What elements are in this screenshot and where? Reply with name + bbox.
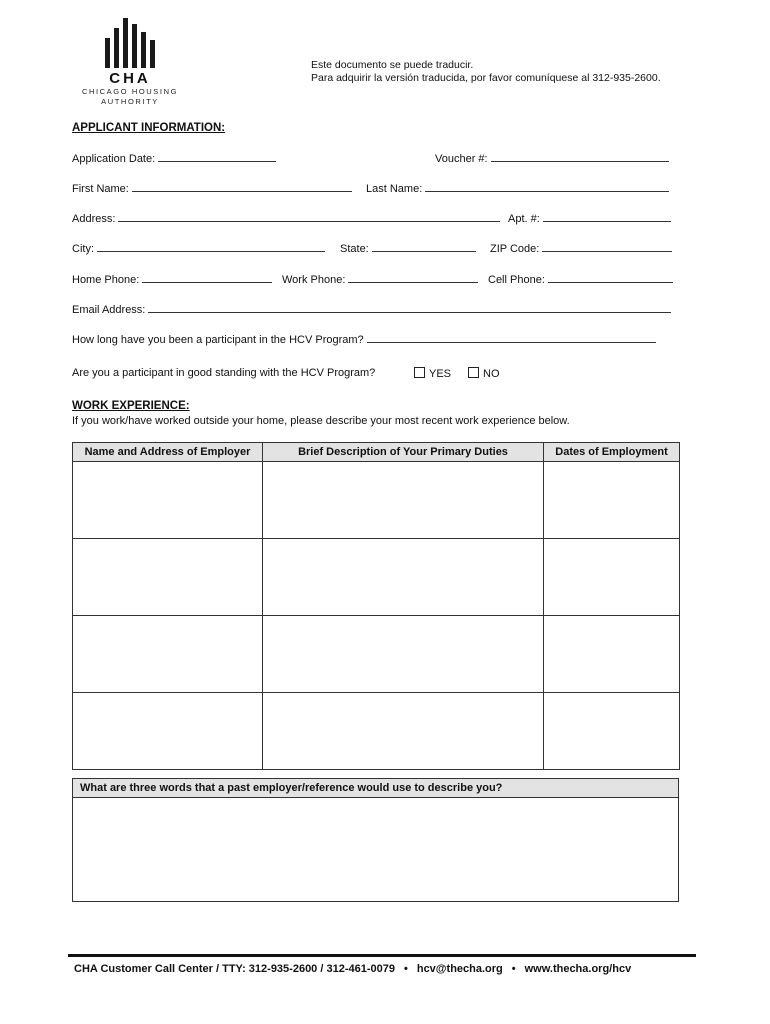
home-phone-label: Home Phone: <box>72 274 140 286</box>
applicant-heading: APPLICANT INFORMATION: <box>72 122 226 134</box>
footer-website: www.thecha.org/hcv <box>524 963 632 975</box>
voucher-label: Voucher #: <box>435 153 488 165</box>
application-date-field[interactable] <box>72 150 276 165</box>
table-header-row <box>73 443 680 462</box>
voucher-input[interactable] <box>491 150 669 162</box>
yes-label: YES <box>429 368 452 380</box>
zip-field[interactable] <box>490 240 672 255</box>
city-input[interactable] <box>97 240 325 252</box>
address-field[interactable] <box>72 210 500 225</box>
footer-email: hcv@thecha.org <box>416 963 503 975</box>
first-name-input[interactable] <box>132 180 352 192</box>
good-standing-label: Are you a participant in good standing with the HCV Program? <box>72 367 376 379</box>
first-name-field[interactable] <box>72 180 352 195</box>
last-name-field[interactable] <box>366 180 669 195</box>
cell-phone-label: Cell Phone: <box>488 274 545 286</box>
zip-input[interactable] <box>542 240 672 252</box>
cell-phone-field[interactable] <box>488 271 673 286</box>
duties-cell[interactable] <box>263 539 544 616</box>
first-name-label: First Name: <box>72 183 129 195</box>
dates-cell[interactable] <box>544 693 680 770</box>
duties-column-header: Brief Description of Your Primary Duties <box>263 443 544 462</box>
state-label: State: <box>340 243 369 255</box>
no-label: NO <box>483 368 500 380</box>
last-name-label: Last Name: <box>366 183 423 195</box>
table-row <box>73 539 680 616</box>
duties-cell[interactable] <box>263 462 544 539</box>
cell-phone-input[interactable] <box>548 271 673 283</box>
work-heading: WORK EXPERIENCE: <box>72 400 190 412</box>
cha-logo-mark-icon <box>80 18 180 68</box>
footer-bullet: • <box>403 963 408 975</box>
how-long-label: How long have you been a participant in the HCV Program? <box>72 334 364 346</box>
footer-bullet: • <box>511 963 516 975</box>
state-input[interactable] <box>372 240 476 252</box>
city-label: City: <box>72 243 94 255</box>
logo-line-1: CHICAGO HOUSING <box>81 87 179 96</box>
work-note: If you work/have worked outside your home, please describe your most recent work experience below. <box>72 415 570 427</box>
duties-cell[interactable] <box>263 616 544 693</box>
no-option[interactable] <box>468 367 500 380</box>
reference-question: What are three words that a past employer/reference would use to describe you? <box>73 779 678 798</box>
translation-notice <box>311 59 661 85</box>
employer-cell[interactable] <box>73 693 263 770</box>
address-label: Address: <box>72 213 116 225</box>
footer <box>74 963 631 975</box>
last-name-input[interactable] <box>425 180 669 192</box>
employer-cell[interactable] <box>73 462 263 539</box>
employer-cell[interactable] <box>73 616 263 693</box>
cha-logo <box>80 18 180 107</box>
table-row <box>73 462 680 539</box>
how-long-field[interactable] <box>72 331 656 346</box>
home-phone-input[interactable] <box>142 271 272 283</box>
dates-cell[interactable] <box>544 539 680 616</box>
translation-line-1: Este documento se puede traducir. <box>311 59 474 71</box>
apt-field[interactable] <box>508 210 671 225</box>
logo-acronym: CHA <box>109 70 151 87</box>
translation-line-2: Para adquirir la versión traducida, por favor comuníquese al 312-935-2600. <box>311 72 661 84</box>
work-phone-label: Work Phone: <box>282 274 346 286</box>
voucher-field[interactable] <box>435 150 669 165</box>
work-phone-field[interactable] <box>282 271 478 286</box>
work-phone-input[interactable] <box>348 271 478 283</box>
city-field[interactable] <box>72 240 325 255</box>
email-field[interactable] <box>72 301 671 316</box>
duties-cell[interactable] <box>263 693 544 770</box>
zip-label: ZIP Code: <box>490 243 540 255</box>
reference-box <box>72 778 679 902</box>
email-input[interactable] <box>148 301 671 313</box>
how-long-input[interactable] <box>367 331 656 343</box>
footer-rule <box>68 954 696 957</box>
employer-cell[interactable] <box>73 539 263 616</box>
dates-cell[interactable] <box>544 616 680 693</box>
application-date-label: Application Date: <box>72 153 156 165</box>
application-date-input[interactable] <box>158 150 276 162</box>
work-experience-table <box>72 442 680 770</box>
home-phone-field[interactable] <box>72 271 272 286</box>
reference-answer-area[interactable] <box>73 798 678 900</box>
table-row <box>73 693 680 770</box>
logo-line-2: AUTHORITY <box>101 97 159 106</box>
state-field[interactable] <box>340 240 476 255</box>
address-input[interactable] <box>118 210 500 222</box>
employer-column-header: Name and Address of Employer <box>73 443 263 462</box>
table-row <box>73 616 680 693</box>
dates-cell[interactable] <box>544 462 680 539</box>
good-standing-question <box>72 367 375 379</box>
yes-option[interactable] <box>414 367 451 380</box>
no-checkbox[interactable] <box>468 367 479 378</box>
email-label: Email Address: <box>72 304 146 316</box>
dates-column-header: Dates of Employment <box>544 443 680 462</box>
apt-label: Apt. #: <box>508 213 540 225</box>
apt-input[interactable] <box>543 210 671 222</box>
footer-call-center: CHA Customer Call Center / TTY: 312-935-2600 / 312-461-0079 <box>74 963 395 975</box>
yes-checkbox[interactable] <box>414 367 425 378</box>
